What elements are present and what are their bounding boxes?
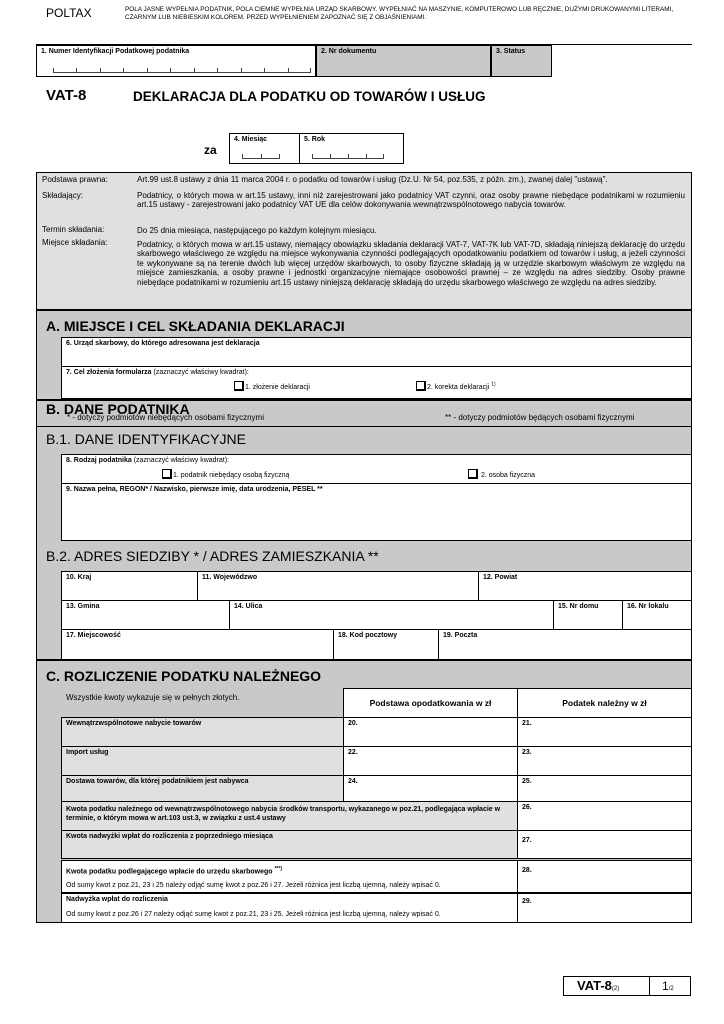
poltax-label: POLTAX bbox=[46, 6, 92, 20]
taxpayer-type-opt2-label: 2. osoba fizyczna bbox=[480, 472, 536, 479]
country-label: 10. Kraj bbox=[66, 574, 92, 581]
street-label: 14. Ulica bbox=[234, 603, 263, 610]
purpose-label-wrap bbox=[66, 369, 249, 376]
month-comb bbox=[242, 154, 280, 159]
nip-label: 1. Numer Identyfikacji Podatkowej podatnika bbox=[41, 48, 190, 55]
status-field bbox=[491, 45, 552, 77]
field-27-label: 27. bbox=[522, 837, 532, 844]
checkbox-submission[interactable] bbox=[234, 381, 244, 391]
form-code: VAT-8 bbox=[46, 87, 87, 104]
row-label bbox=[61, 717, 344, 747]
county-label: 12. Powiat bbox=[483, 574, 518, 581]
row-28-sup: ***) bbox=[274, 866, 282, 872]
b1-title: B.1. DANE IDENTYFIKACYJNE bbox=[46, 431, 246, 447]
field-20-label: 20. bbox=[348, 720, 358, 727]
province-field[interactable] bbox=[197, 571, 479, 601]
footer-version: (2) bbox=[611, 986, 620, 992]
col-header-base-label: Podstawa opodatkowania w zł bbox=[369, 698, 492, 708]
house-number-label: 15. Nr domu bbox=[558, 603, 599, 610]
field-25[interactable] bbox=[517, 775, 692, 802]
doc-number-label: 2. Nr dokumentu bbox=[321, 48, 377, 55]
place-label: Miejsce składania: bbox=[42, 238, 108, 247]
apartment-number-label: 16. Nr lokalu bbox=[627, 603, 669, 610]
za-label: za bbox=[204, 143, 217, 157]
county-field[interactable] bbox=[478, 571, 692, 601]
footer-page: 1 bbox=[662, 979, 669, 993]
city-label: 17. Miejscowość bbox=[66, 632, 121, 639]
checkbox-legal-entity[interactable] bbox=[162, 469, 172, 479]
doc-number-field bbox=[316, 45, 491, 77]
tax-office-label: 6. Urząd skarbowy, do którego adresowana jest deklaracja bbox=[66, 340, 260, 347]
row-27-label: Kwota nadwyżki wpłat do rozliczenia z poprzedniego miesiąca bbox=[66, 833, 273, 840]
postal-code-field[interactable] bbox=[333, 629, 439, 660]
field-20[interactable] bbox=[343, 717, 518, 747]
post-office-field[interactable] bbox=[438, 629, 692, 660]
taxpayer-type-opt2[interactable] bbox=[468, 469, 535, 479]
purpose-field bbox=[61, 366, 692, 399]
municipality-label: 13. Gmina bbox=[66, 603, 100, 610]
field-23-label: 23. bbox=[522, 749, 532, 756]
section-b-note2: ** - dotyczy podmiotów będących osobami fizycznymi bbox=[445, 413, 635, 422]
year-label: 5. Rok bbox=[304, 136, 326, 143]
col-header-base bbox=[343, 688, 518, 718]
postal-code-label: 18. Kod pocztowy bbox=[338, 632, 398, 639]
checkbox-natural-person[interactable] bbox=[468, 469, 478, 479]
field-24-label: 24. bbox=[348, 778, 358, 785]
house-number-field[interactable] bbox=[553, 600, 623, 630]
field-22[interactable] bbox=[343, 746, 518, 776]
form-title: DEKLARACJA DLA PODATKU OD TOWARÓW I USŁUG bbox=[133, 89, 486, 104]
row-label-text: Wewnątrzwspólnotowe nabycie towarów bbox=[66, 720, 202, 727]
field-24[interactable] bbox=[343, 775, 518, 802]
field-27[interactable] bbox=[517, 830, 692, 859]
field-25-label: 25. bbox=[522, 778, 532, 785]
field-29[interactable] bbox=[517, 893, 692, 923]
field-26-label: 26. bbox=[522, 804, 532, 811]
row-label bbox=[61, 746, 344, 776]
province-label: 11. Wojewódzwo bbox=[202, 574, 258, 581]
deadline-label: Termin składania: bbox=[42, 225, 105, 234]
footer-code-cell bbox=[564, 977, 650, 995]
filer-text: Podatnicy, o których mowa w art.15 ustawy, inni niż zarejestrowani jako podatnicy VAT czynni, oraz osoby prawne niebędące podatnikami w rozumieniu art.15 ustawy - zarejestrowani jako podatnicy VAT UE dla celów dokonywania wewnątrzwspólnotowego nabycia towarów. bbox=[137, 191, 685, 210]
purpose-label: 7. Cel złożenia formularza bbox=[66, 369, 152, 376]
footer-page-of: /2 bbox=[668, 986, 674, 992]
purpose-opt1-label: 1. złożenie deklaracji bbox=[245, 384, 310, 391]
row-29-label: Nadwyżka wpłat do rozliczenia bbox=[66, 896, 168, 903]
footer-page-wrap bbox=[662, 979, 674, 993]
deadline-text: Do 25 dnia miesiąca, następującego po każdym kolejnym miesiącu. bbox=[137, 226, 377, 235]
field-29-label: 29. bbox=[522, 898, 532, 905]
place-text: Podatnicy, o których mowa w art.15 ustawy, niemający obowiązku składania deklaracji VAT-7, VAT-7K lub VAT-7D, składają niniejszą deklarację do urzędu skarbowego właściwego ze względu na miejsce wykonywania czynności podlegających opodatkowaniu podatkiem od towarów i usług, a jeżeli czynności te wykonywane są na terenie dwóch lub więcej urzędów skarbowych, to osoby fizyczne składają ją w urzędzie skarbowym właściwym ze względu na miejsce zamieszkania, a osoby prawne i jednostki organizacyjne niemające osobowości prawnej – ze względu na adres siedziby. Osoby prawne niebędące podatnikami w rozumieniu art.15 ustawy niniejszą deklarację składają do urzędu skarbowego właściwego ze względu na adres siedziby. bbox=[137, 240, 685, 287]
purpose-opt2-sup: 1) bbox=[491, 381, 496, 388]
field-23[interactable] bbox=[517, 746, 692, 776]
row-26-label: Kwota podatku należnego od wewnątrzwspólnotowego nabycia środków transportu, wykazanego w poz.21, podlegająca wpłacie w terminie, o którym mowa w art.103 ust.3, w związku z ust.4 ustawy bbox=[66, 806, 501, 822]
year-comb bbox=[312, 154, 384, 159]
country-field[interactable] bbox=[61, 571, 198, 601]
tax-office-field[interactable] bbox=[61, 337, 692, 367]
apartment-number-field[interactable] bbox=[622, 600, 692, 630]
section-b-rule bbox=[36, 426, 692, 427]
row-label-text: Import usług bbox=[66, 749, 109, 756]
purpose-hint: (zaznaczyć właściwy kwadrat): bbox=[153, 369, 249, 376]
row-27-label-cell bbox=[61, 830, 518, 859]
field-21[interactable] bbox=[517, 717, 692, 747]
checkbox-correction[interactable] bbox=[416, 381, 426, 391]
section-b-note1: * - dotyczy podmiotów niebędących osobami fizycznymi bbox=[67, 413, 264, 422]
nip-comb bbox=[53, 68, 311, 73]
post-office-label: 19. Poczta bbox=[443, 632, 478, 639]
col-header-tax bbox=[517, 688, 692, 718]
city-field[interactable] bbox=[61, 629, 334, 660]
footer-code-wrap bbox=[577, 978, 619, 993]
row-28-label-cell bbox=[61, 860, 518, 893]
month-field[interactable] bbox=[230, 134, 300, 163]
footer-code: VAT-8 bbox=[577, 978, 612, 993]
col-header-tax-label: Podatek należny w zł bbox=[562, 698, 647, 708]
field-21-label: 21. bbox=[522, 720, 532, 727]
taxpayer-name-label: 9. Nazwa pełna, REGON* / Nazwisko, pierwsze imię, data urodzenia, PESEL ** bbox=[66, 486, 323, 493]
period-box bbox=[229, 133, 404, 164]
purpose-opt2-label: 2. korekta deklaracji bbox=[427, 384, 490, 391]
field-28-label: 28. bbox=[522, 867, 532, 874]
taxpayer-type-hint: (zaznaczyć właściwy kwadrat): bbox=[133, 457, 229, 464]
row-28-label-wrap bbox=[66, 866, 282, 875]
taxpayer-type-label: 8. Rodzaj podatnika bbox=[66, 457, 132, 464]
section-c-note: Wszystkie kwoty wykazuje się w pełnych złotych. bbox=[66, 693, 240, 702]
row-28-note: Od sumy kwot z poz.21, 23 i 25 należy odjąć sumę kwot z poz.26 i 27. Jeżeli różnica jest liczbą ujemną, należy wpisać 0. bbox=[66, 882, 441, 889]
row-29-label-cell bbox=[61, 893, 518, 923]
purpose-opt1[interactable] bbox=[234, 381, 310, 391]
taxpayer-name-field[interactable] bbox=[61, 483, 692, 541]
b2-title: B.2. ADRES SIEDZIBY * / ADRES ZAMIESZKANIA ** bbox=[46, 548, 379, 564]
row-28-label: Kwota podatku podlegającego wpłacie do urzędu skarbowego bbox=[66, 868, 273, 876]
taxpayer-type-field bbox=[61, 454, 692, 484]
street-field[interactable] bbox=[229, 600, 554, 630]
taxpayer-type-opt1-label: 1. podatnik niebędący osobą fizyczną bbox=[173, 472, 290, 479]
purpose-opt2[interactable] bbox=[416, 381, 496, 391]
basis-text: Art.99 ust.8 ustawy z dnia 11 marca 2004 r. o podatku od towarów i usług (Dz.U. Nr 54, poz.535, z późn. zm.), zwanej dalej "ustawą". bbox=[137, 175, 608, 184]
field-28[interactable] bbox=[517, 860, 692, 893]
section-b-title: B. DANE PODATNIKA bbox=[46, 401, 190, 417]
status-label: 3. Status bbox=[496, 48, 526, 55]
row-26-label-cell bbox=[61, 801, 518, 831]
filer-label: Składający: bbox=[42, 191, 83, 200]
taxpayer-type-opt1[interactable] bbox=[162, 469, 289, 479]
basis-label: Podstawa prawna: bbox=[42, 175, 108, 184]
section-c-title: C. ROZLICZENIE PODATKU NALEŻNEGO bbox=[46, 668, 322, 684]
header-notice: POLA JASNE WYPEŁNIA PODATNIK, POLA CIEMNE WYPEŁNIA URZĄD SKARBOWY. WYPEŁNIAĆ NA MASZYNIE, KOMPUTEROWO LUB RĘCZNIE, DUŻYMI DRUKOWANYMI LITERAMI, CZARNYM LUB NIEBIESKIM KOLOREM. PRZED WYPEŁNIENIEM ZAPOZNAĆ SIĘ Z OBJAŚNIENIAMI. bbox=[125, 6, 674, 21]
row-29-note: Od sumy kwot z poz.26 i 27 należy odjąć sumę kwot z poz.21, 23 i 25. Jeżeli różnica jest liczbą ujemną, należy wpisać 0. bbox=[66, 911, 441, 918]
taxpayer-type-label-wrap bbox=[66, 457, 229, 464]
municipality-field[interactable] bbox=[61, 600, 230, 630]
field-22-label: 22. bbox=[348, 749, 358, 756]
year-field[interactable] bbox=[300, 134, 403, 163]
row-label-text: Dostawa towarów, dla której podatnikiem jest nabywca bbox=[66, 778, 249, 785]
month-label: 4. Miesiąc bbox=[234, 136, 268, 143]
footer-box bbox=[563, 976, 691, 996]
nip-field[interactable] bbox=[36, 45, 316, 77]
section-a-title: A. MIEJSCE I CEL SKŁADANIA DEKLARACJI bbox=[46, 318, 345, 334]
row-label bbox=[61, 775, 344, 802]
field-26[interactable] bbox=[517, 801, 692, 831]
